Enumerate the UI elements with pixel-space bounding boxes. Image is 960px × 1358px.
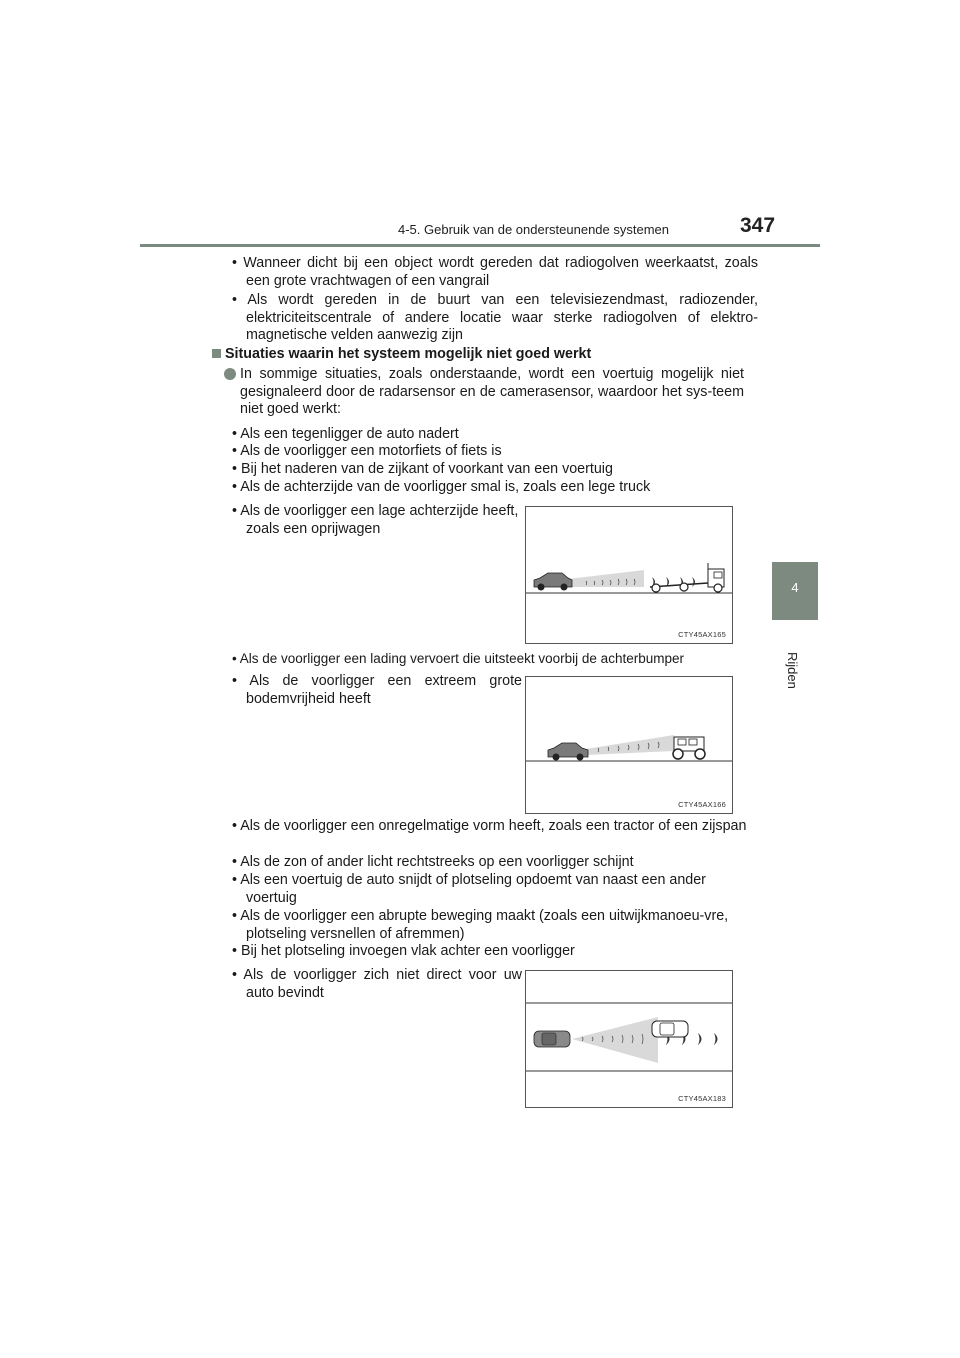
high-clearance-suv-icon: [673, 737, 705, 759]
figure-code: CTY45AX165: [678, 630, 726, 639]
list-item: • Als de achterzijde van de voorligger smal is, zoals een lege truck: [232, 479, 651, 495]
car-carrier-truck-icon: [650, 563, 724, 592]
section-heading: [212, 346, 591, 362]
figure-illustration: [526, 677, 732, 813]
offset-lead-car-icon: [652, 1021, 688, 1037]
figure-low-rear-vehicle: [525, 506, 733, 644]
list-item: • Als de voorligger een lage achterzijde heeft, zoals een oprijwagen: [232, 503, 519, 537]
figure-offset-vehicle: [525, 970, 733, 1108]
list-item: • Als de voorligger zich niet direct voor uw auto bevindt: [232, 967, 522, 1001]
list-item: • Als de voorligger een lading vervoert die uitsteekt voorbij de achterbumper: [232, 651, 684, 666]
main-point: In sommige situaties, zoals onderstaande, wordt een voertuig mogelijk niet gesignaleerd door de radarsensor en de camerasensor, waardoor het sys-teem niet goed werkt:: [240, 366, 744, 418]
list-item: • Als een tegenligger de auto nadert: [232, 426, 459, 442]
section-title: 4-5. Gebruik van de ondersteunende systemen: [398, 222, 670, 237]
page-number: 347: [740, 214, 776, 237]
list-item: • Als een voertuig de auto snijdt of plotseling opdoemt van naast een ander voertuig: [232, 872, 706, 906]
figure-high-clearance-vehicle: [525, 676, 733, 814]
list-item: • Bij het naderen van de zijkant of voorkant van een voertuig: [232, 461, 613, 477]
list-item: • Als de voorligger een extreem grote bodemvrijheid heeft: [232, 673, 522, 707]
list-item: • Als wordt gereden in de buurt van een televisiezendmast, radiozender, elektriciteitscentrale of andere locatie waar sterke radiogolven of elektro-magnetische velden aanwezig zijn: [232, 292, 758, 344]
figure-illustration: [526, 507, 732, 643]
figure-code: CTY45AX166: [678, 800, 726, 809]
chapter-label: Rijden: [785, 652, 800, 689]
figure-code: CTY45AX183: [678, 1094, 726, 1103]
header-divider: [140, 244, 820, 247]
list-item: • Als de voorligger een abrupte beweging maakt (zoals een uitwijkmanoeu-vre, plotseling versnellen of afremmen): [232, 908, 729, 942]
list-item: • Als de voorligger een onregelmatige vorm heeft, zoals een tractor of een zijspan: [232, 818, 747, 834]
circle-bullet-icon: [224, 368, 236, 380]
chapter-number: 4: [791, 580, 799, 595]
own-car-icon: [534, 573, 572, 591]
list-item: • Als de zon of ander licht rechtstreeks op een voorligger schijnt: [232, 854, 634, 870]
square-bullet-icon: [212, 349, 221, 358]
list-item: • Bij het plotseling invoegen vlak achter een voorligger: [232, 943, 575, 959]
section-heading-text: Situaties waarin het systeem mogelijk niet goed werkt: [225, 346, 592, 362]
own-car-icon: [548, 743, 588, 761]
list-item: • Als de voorligger een motorfiets of fiets is: [232, 443, 502, 459]
list-item: • Wanneer dicht bij een object wordt gereden dat radiogolven weerkaatst, zoals een grote vrachtwagen of een vangrail: [232, 255, 758, 289]
own-car-icon: [534, 1031, 570, 1047]
figure-illustration: [526, 971, 732, 1107]
